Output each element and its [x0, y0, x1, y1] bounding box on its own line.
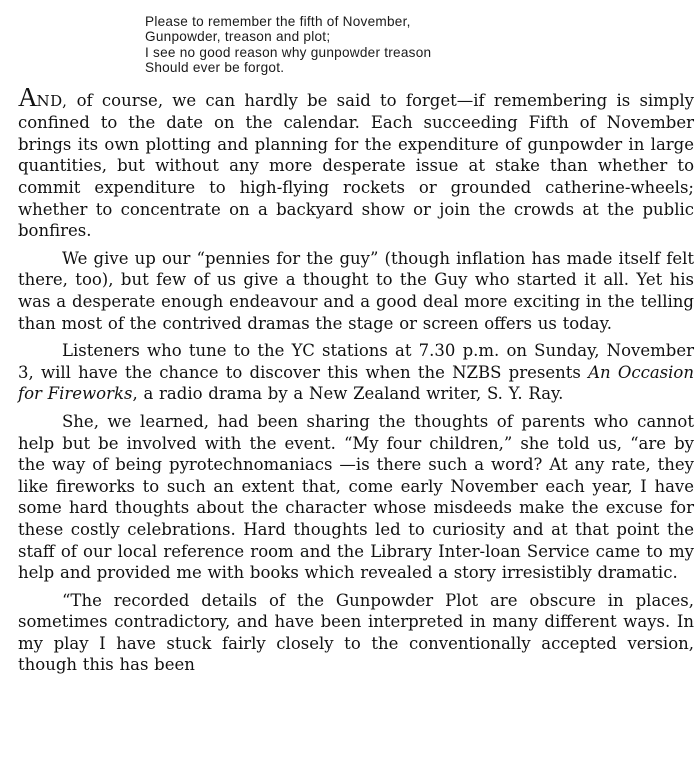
poem-line: I see no good reason why gunpowder treason [145, 44, 432, 60]
article-body [18, 81, 694, 676]
paragraph-3 [18, 340, 694, 405]
drop-cap: A [18, 81, 37, 112]
poem-line: Please to remember the fifth of November, [145, 14, 411, 29]
play-title: An Occasion for Fireworks [18, 362, 694, 404]
paragraph-3-text-before: Listeners who tune to the YC stations at 7.30 p.m. on Sunday, November 3, will have the chance to discover this when the NZBS presents [18, 341, 694, 382]
article-page [18, 14, 694, 682]
paragraph-4: She, we learned, had been sharing the thoughts of parents who cannot help but be involved with the event. “My four children,” she told us, “are by the way of being pyrotechnomaniacs —is there such a word? At any rate, they like fireworks to such an extent that, come early November each year, I have some hard thoughts about the character whose misdeeds make the excuse for these costly celebrations. Hard thoughts led to curiosity and at that point the staff of our local reference room and the Library Inter-loan Service came to my help and provided me with books which revealed a story irresistibly dramatic. [18, 411, 694, 583]
paragraph-2: We give up our “pennies for the guy” (though inflation has made itself felt there, too), but few of us give a thought to the Guy who started it all. Yet his was a desperate enough endeavour and a good deal more exciting in the telling than most of the contrived dramas the stage or screen offers us today. [18, 248, 694, 333]
paragraph-1-text: of course, we can hardly be said to forget—if remembering is simply confined to the date on the calendar. Each succeeding Fifth of November brings its own plotting and planning for the expenditure of gunpowder in large quantities, but without any more desperate issue at stake than whether to commit expenditure to high-flying rockets or grounded catherine-wheels; whether to concentrate on a backyard show or join the crowds at the public bonfires. [18, 90, 694, 241]
paragraph-3-text-after: , a radio drama by a New Zealand writer, S. Y. Ray. [132, 384, 564, 404]
poem-line: Should ever be forgot. [145, 60, 285, 76]
epigraph-poem [145, 14, 694, 76]
opening-small-caps: ND, [36, 91, 68, 110]
paragraph-1 [18, 81, 694, 242]
poem-line: Gunpowder, treason and plot; [145, 29, 331, 45]
paragraph-5: “The recorded details of the Gunpowder Plot are obscure in places, sometimes contradictory, and have been interpreted in many different ways. In my play I have stuck fairly closely to the conventionally accepted version, though this has been [18, 590, 694, 675]
